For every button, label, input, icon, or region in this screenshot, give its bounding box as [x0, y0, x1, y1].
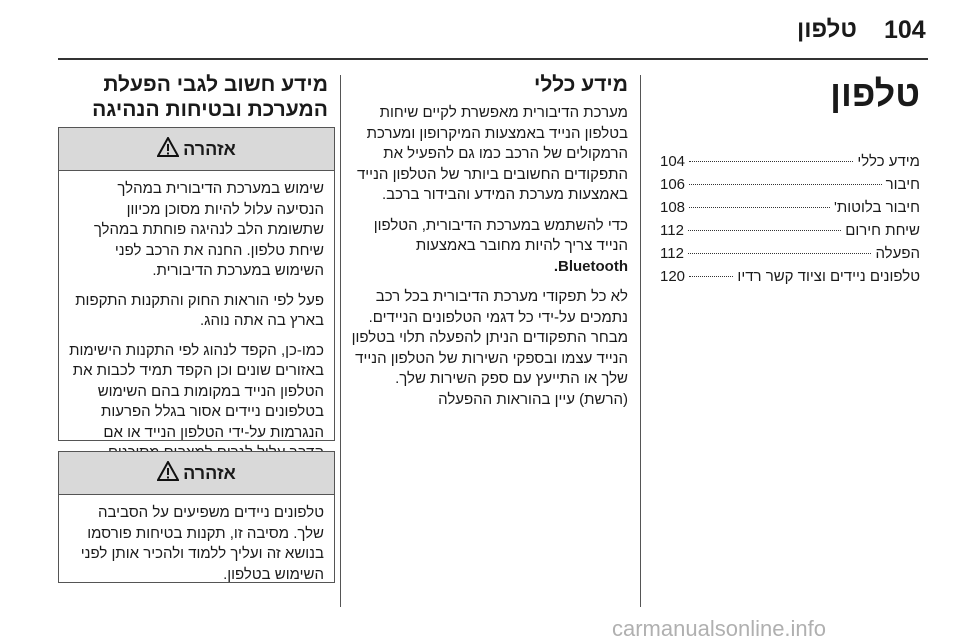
toc-leader	[688, 253, 872, 254]
warning-body	[59, 495, 334, 600]
page-header	[0, 0, 960, 58]
toc-item-page: 112	[660, 222, 684, 240]
warning-paragraph: שימוש במערכת הדיבורית במהלך הנסיעה עלול להיות מסוכן מכיוון שתשומת הלב לנהיגה פוחתת במהלך שיחת טלפון. החנה את הרכב לפני השימוש במערכת הדיבורית.	[93, 180, 324, 279]
toc-item-page: 112	[660, 245, 684, 263]
warning-body	[59, 171, 334, 479]
section-title-general: מידע כללי	[534, 73, 628, 96]
warning-title: אזהרה	[183, 138, 236, 159]
warning-triangle-icon	[157, 137, 179, 162]
toc-leader	[689, 276, 733, 277]
toc-item[interactable]	[660, 176, 920, 199]
toc-leader	[689, 184, 882, 185]
warning-header	[59, 452, 334, 495]
warning-triangle-icon	[157, 461, 179, 486]
page-number: 104	[884, 16, 926, 44]
safety-column	[58, 72, 328, 128]
toc-item[interactable]	[660, 199, 920, 222]
section-title-safety: מידע חשוב לגבי הפעלת המערכת ובטיחות הנהיגה	[92, 73, 328, 122]
running-title: טלפון	[797, 16, 857, 43]
paragraph	[350, 216, 628, 278]
watermark: carmanualsonline.info	[612, 616, 827, 641]
toc-leader	[688, 230, 841, 231]
toc-column	[660, 72, 920, 291]
toc-item-label: טלפונים ניידים וציוד קשר רדיו	[737, 268, 920, 286]
column-divider-left	[340, 75, 341, 607]
general-info-column	[350, 72, 628, 420]
toc-item[interactable]	[660, 153, 920, 176]
header-rule	[58, 58, 928, 60]
paragraph: מערכת הדיבורית מאפשרת לקיים שיחות בטלפון הנייד באמצעות המיקרופון ומערכת הרמקולים של הרכב כמו גם להפעיל את התפקודים החשובים ביותר של הטלפון הנייד באמצעות מערכת המידע והבידור ברכב.	[356, 104, 628, 204]
paragraph: לא כל תפקודי מערכת הדיבורית בכל רכב נתמכים על-ידי כל דגמי הטלפונים הניידים. מבחר התפקודים הניתן להפעלה תלוי בטלפון הנייד עצמו ובספקי השירות של הטלפון הנייד שלך או התייעץ עם ספק השירות שלך. (הרשת) עיין בהוראות ההפעלה	[351, 288, 628, 408]
column-divider-right	[640, 75, 641, 607]
bluetooth-term: Bluetooth.	[553, 257, 628, 275]
warning-title: אזהרה	[183, 462, 236, 483]
toc-item-label: מידע כללי	[857, 153, 920, 171]
toc-leader	[689, 207, 830, 208]
toc-leader	[689, 161, 853, 162]
toc-item-page: 104	[660, 153, 686, 171]
toc-item[interactable]	[660, 245, 920, 268]
warning-paragraph: פעל לפי הוראות החוק והתקנות התקפות בארץ בה אתה נוהג.	[75, 291, 324, 329]
warning-box	[58, 127, 335, 441]
toc-item-page: 106	[660, 176, 686, 194]
chapter-title: טלפון	[830, 73, 920, 114]
toc-item-label: חיבור בלוטות'	[834, 199, 920, 217]
toc-item[interactable]	[660, 222, 920, 245]
paragraph-text: כדי להשתמש במערכת הדיבורית, הטלפון הנייד צריך להיות מחובר באמצעות	[373, 216, 628, 255]
toc-item-label: שיחת חירום	[845, 222, 920, 240]
table-of-contents	[660, 153, 920, 291]
warning-paragraph: טלפונים ניידים משפיעים על הסביבה שלך. מסיבה זו, תקנות בטיחות פורסמו בנושא זה ועליך ללמוד ולהכיר אותן לפני השימוש בטלפון.	[80, 504, 324, 583]
toc-item-page: 108	[660, 199, 686, 217]
toc-item-label: הפעלה	[875, 245, 920, 263]
warning-paragraph: כמו-כן, הקפד לנהוג לפי התקנות הישימות באזורים שונים וכן הקפד תמיד לכבות את הטלפון הנייד במקומות בהם השימוש בטלפונים ניידים אסור בגלל הפרעות הנגרמות על-ידי הטלפון הנייד או אם	[69, 341, 324, 441]
toc-item-page: 120	[660, 268, 686, 286]
warning-box	[58, 451, 335, 583]
toc-item-label: חיבור	[885, 176, 920, 194]
toc-item[interactable]	[660, 268, 920, 291]
warning-header	[59, 128, 334, 171]
